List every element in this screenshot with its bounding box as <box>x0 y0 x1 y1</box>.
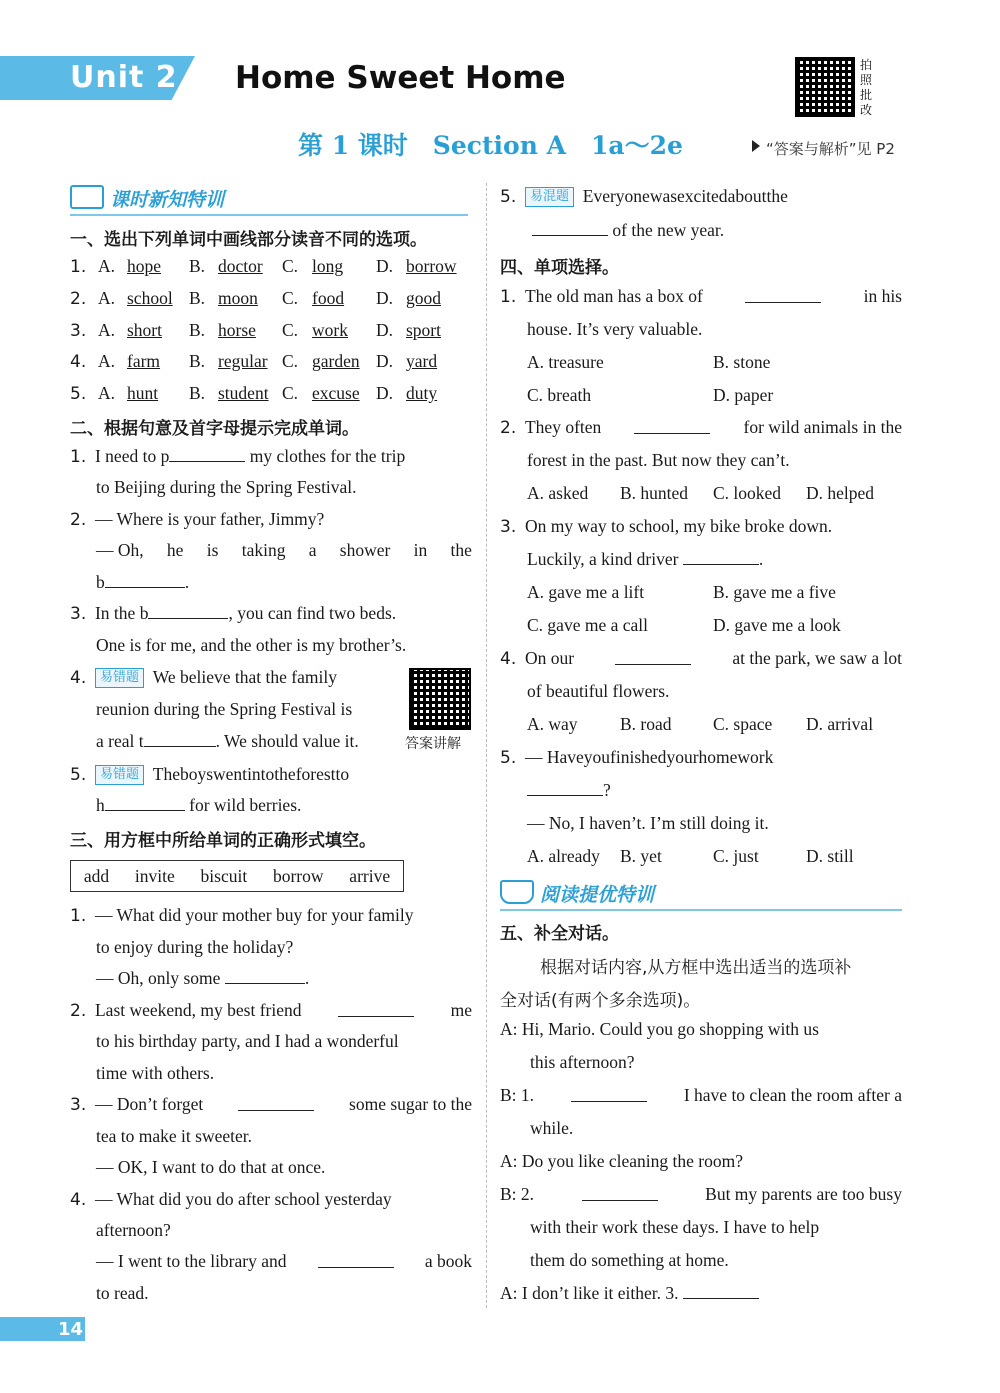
dialog-b1-cont: while. <box>530 1118 574 1138</box>
part1-item-4: 4. A. farm B. regular C. garden D. yard <box>70 351 438 372</box>
part5-heading: 五、补全对话。 <box>500 924 619 944</box>
part2-q2-line2: — Oh, he is taking a shower in the <box>96 540 472 560</box>
answer-blank[interactable] <box>318 1253 394 1268</box>
option-b[interactable]: B. road <box>620 714 672 734</box>
part2-q5-line1: 5. 易错题 Theboyswentintotheforestto <box>70 764 350 785</box>
answer-blank[interactable] <box>683 550 759 565</box>
part1-item-1: 1. A. hope B. doctor C. long D. borrow <box>70 256 457 277</box>
part1-item-2: 2. A. school B. moon C. food D. good <box>70 288 441 309</box>
part3-q1-line2: to enjoy during the holiday? <box>96 937 294 957</box>
triangle-icon <box>752 140 760 152</box>
word-option: invite <box>134 865 175 886</box>
part4-heading: 四、单项选择。 <box>500 258 619 278</box>
page-number: 14 <box>58 1319 84 1340</box>
part2-q4-line2: reunion during the Spring Festival is <box>96 699 353 719</box>
part1-item-5: 5. A. hunt B. student C. excuse D. duty <box>70 383 438 404</box>
part3-heading: 三、用方框中所给单词的正确形式填空。 <box>70 831 376 851</box>
open-book-icon <box>500 880 534 904</box>
dialog-a3: A: I don’t like it either. 3. <box>500 1283 759 1304</box>
word-option: add <box>83 865 110 886</box>
option-c[interactable]: C. breath <box>527 385 592 405</box>
error-prone-tag: 易错题 <box>95 765 144 785</box>
part3-q3-line3: — OK, I want to do that at once. <box>96 1157 326 1177</box>
part2-q3-line2: One is for me, and the other is my brother’s. <box>96 635 407 655</box>
option-c[interactable]: C. gave me a call <box>527 615 648 635</box>
answer-blank[interactable] <box>105 796 185 811</box>
book-check-icon <box>70 185 104 209</box>
option-a[interactable]: A. treasure <box>527 352 604 372</box>
option-c[interactable]: C. looked <box>713 483 782 503</box>
part3-q3-line2: tea to make it sweeter. <box>96 1126 252 1146</box>
part3-q4-line4: to read. <box>96 1283 149 1303</box>
part3-q4-line2: afternoon? <box>96 1220 171 1240</box>
word-box <box>70 860 404 892</box>
part2-q1-line2: to Beijing during the Spring Festival. <box>96 477 357 497</box>
part2-q1-line1: 1. I need to p my clothes for the trip <box>70 446 406 467</box>
option-a[interactable]: A. gave me a lift <box>527 582 645 602</box>
part4-q4-line2: of beautiful flowers. <box>527 681 670 701</box>
answer-blank[interactable] <box>238 1096 314 1111</box>
dialog-b1: B: 1. I have to clean the room after a <box>500 1085 902 1105</box>
part2-heading: 二、根据句意及首字母提示完成单词。 <box>70 419 359 439</box>
part2-q4-line3: a real t . We should value it. <box>96 731 359 751</box>
dialog-a1-cont: this afternoon? <box>530 1052 635 1072</box>
answer-blank[interactable] <box>105 573 185 588</box>
option-b[interactable]: B. gave me a five <box>713 582 836 602</box>
part2-q4-line1: 4. 易错题 We believe that the family <box>70 667 337 688</box>
part3-q4-line3: — I went to the library and a book <box>96 1251 472 1271</box>
option-b[interactable]: B. stone <box>713 352 771 372</box>
word-option: biscuit <box>200 865 248 886</box>
dialog-a2: A: Do you like cleaning the room? <box>500 1151 743 1171</box>
qr-side-label: 拍 照 批 改 <box>859 58 872 117</box>
part1-heading: 一、选出下列单词中画线部分读音不同的选项。 <box>70 230 427 250</box>
part4-q4-line1: 4. On our at the park, we saw a lot <box>500 648 902 669</box>
option-d[interactable]: D. gave me a look <box>713 615 841 635</box>
word-option: arrive <box>349 865 391 886</box>
qr-code-icon[interactable] <box>795 57 855 117</box>
option-a[interactable]: A. way <box>527 714 578 734</box>
option-a[interactable]: A. asked <box>527 483 589 503</box>
part4-q2-line2: forest in the past. But now they can’t. <box>527 450 790 470</box>
dialog-b2: B: 2. But my parents are too busy <box>500 1184 902 1204</box>
r5-line2: of the new year. <box>532 220 724 241</box>
part4-q3-line1: 3. On my way to school, my bike broke down. <box>500 516 833 537</box>
option-d[interactable]: D. paper <box>713 385 774 405</box>
answer-reference: “答案与解析”见 P2 <box>766 140 895 158</box>
confusable-tag: 易混题 <box>525 187 574 207</box>
answer-blank[interactable] <box>532 221 608 236</box>
r5-line1: 5. 易混题 Everyonewasexcitedaboutthe <box>500 186 788 207</box>
option-d[interactable]: D. helped <box>806 483 875 503</box>
part3-q2-line1: 2. Last weekend, my best friend me <box>70 1000 472 1021</box>
answer-blank[interactable] <box>745 288 821 303</box>
answer-blank[interactable] <box>144 732 216 747</box>
part3-q3-line1: 3. — Don’t forget some sugar to the <box>70 1094 472 1115</box>
unit-label: Unit 2 <box>70 60 178 95</box>
part4-q3-line2: Luckily, a kind driver . <box>527 549 764 569</box>
part2-q2-line3: b . <box>96 572 190 592</box>
part4-q5-line1: 5. — Haveyoufinishedyourhomework <box>500 747 774 768</box>
dialog-b2-cont2: them do something at home. <box>530 1250 729 1270</box>
part3-q4-line1: 4. — What did you do after school yesterday <box>70 1189 392 1210</box>
part4-q1-line2: house. It’s very valuable. <box>527 319 703 339</box>
error-prone-tag: 易错题 <box>95 668 144 688</box>
section-header-1: 课时新知特训 <box>70 185 468 215</box>
answer-blank[interactable] <box>148 604 228 619</box>
part5-intro-line1: 根据对话内容,从方框中选出适当的选项补 <box>540 958 852 978</box>
part2-q3-line1: 3. In the b , you can find two beds. <box>70 603 397 624</box>
part3-q2-line2: to his birthday party, and I had a wonderful <box>96 1031 399 1051</box>
qr-caption: 答案讲解 <box>405 736 461 752</box>
part5-intro-line2: 全对话(有两个多余选项)。 <box>500 991 701 1011</box>
answer-blank[interactable] <box>571 1087 647 1102</box>
answer-blank[interactable] <box>615 650 691 665</box>
part3-q2-line3: time with others. <box>96 1063 215 1083</box>
answer-blank[interactable] <box>225 969 305 984</box>
answer-blank[interactable] <box>582 1186 658 1201</box>
answer-blank[interactable] <box>527 781 603 796</box>
option-b[interactable]: B. yet <box>620 846 662 866</box>
part3-q1-line3: — Oh, only some . <box>96 968 310 988</box>
part4-q1-line1: 1. The old man has a box of in his <box>500 286 902 307</box>
part4-q2-line1: 2. They often for wild animals in the <box>500 417 902 438</box>
dialog-a1: A: Hi, Mario. Could you go shopping with us <box>500 1019 819 1039</box>
part1-item-3: 3. A. short B. horse C. work D. sport <box>70 320 441 341</box>
option-d[interactable]: D. still <box>806 846 854 866</box>
option-b[interactable]: B. hunted <box>620 483 689 503</box>
column-divider <box>486 183 487 1308</box>
answer-blank[interactable] <box>634 419 710 434</box>
answer-blank[interactable] <box>683 1284 759 1299</box>
part2-q2-line1: 2. — Where is your father, Jimmy? <box>70 509 325 530</box>
option-c[interactable]: C. space <box>713 714 773 734</box>
answer-blank[interactable] <box>169 447 245 462</box>
part4-q5-line3: — No, I haven’t. I’m still doing it. <box>527 813 769 833</box>
page-title: Home Sweet Home <box>235 60 566 96</box>
section-header-2: 阅读提优特训 <box>500 880 902 910</box>
lesson-title: 第 1 课时 Section A 1a～2e <box>298 131 683 160</box>
part3-q1-line1: 1. — What did your mother buy for your family <box>70 905 414 926</box>
part2-q5-line2: h for wild berries. <box>96 795 302 815</box>
answer-blank[interactable] <box>338 1002 414 1017</box>
word-option: borrow <box>272 865 324 886</box>
option-c[interactable]: C. just <box>713 846 759 866</box>
option-d[interactable]: D. arrival <box>806 714 874 734</box>
part4-q5-line2: ? <box>527 780 611 801</box>
qr-code-icon[interactable] <box>409 668 471 730</box>
option-a[interactable]: A. already <box>527 846 600 866</box>
dialog-b2-cont1: with their work these days. I have to help <box>530 1217 820 1237</box>
